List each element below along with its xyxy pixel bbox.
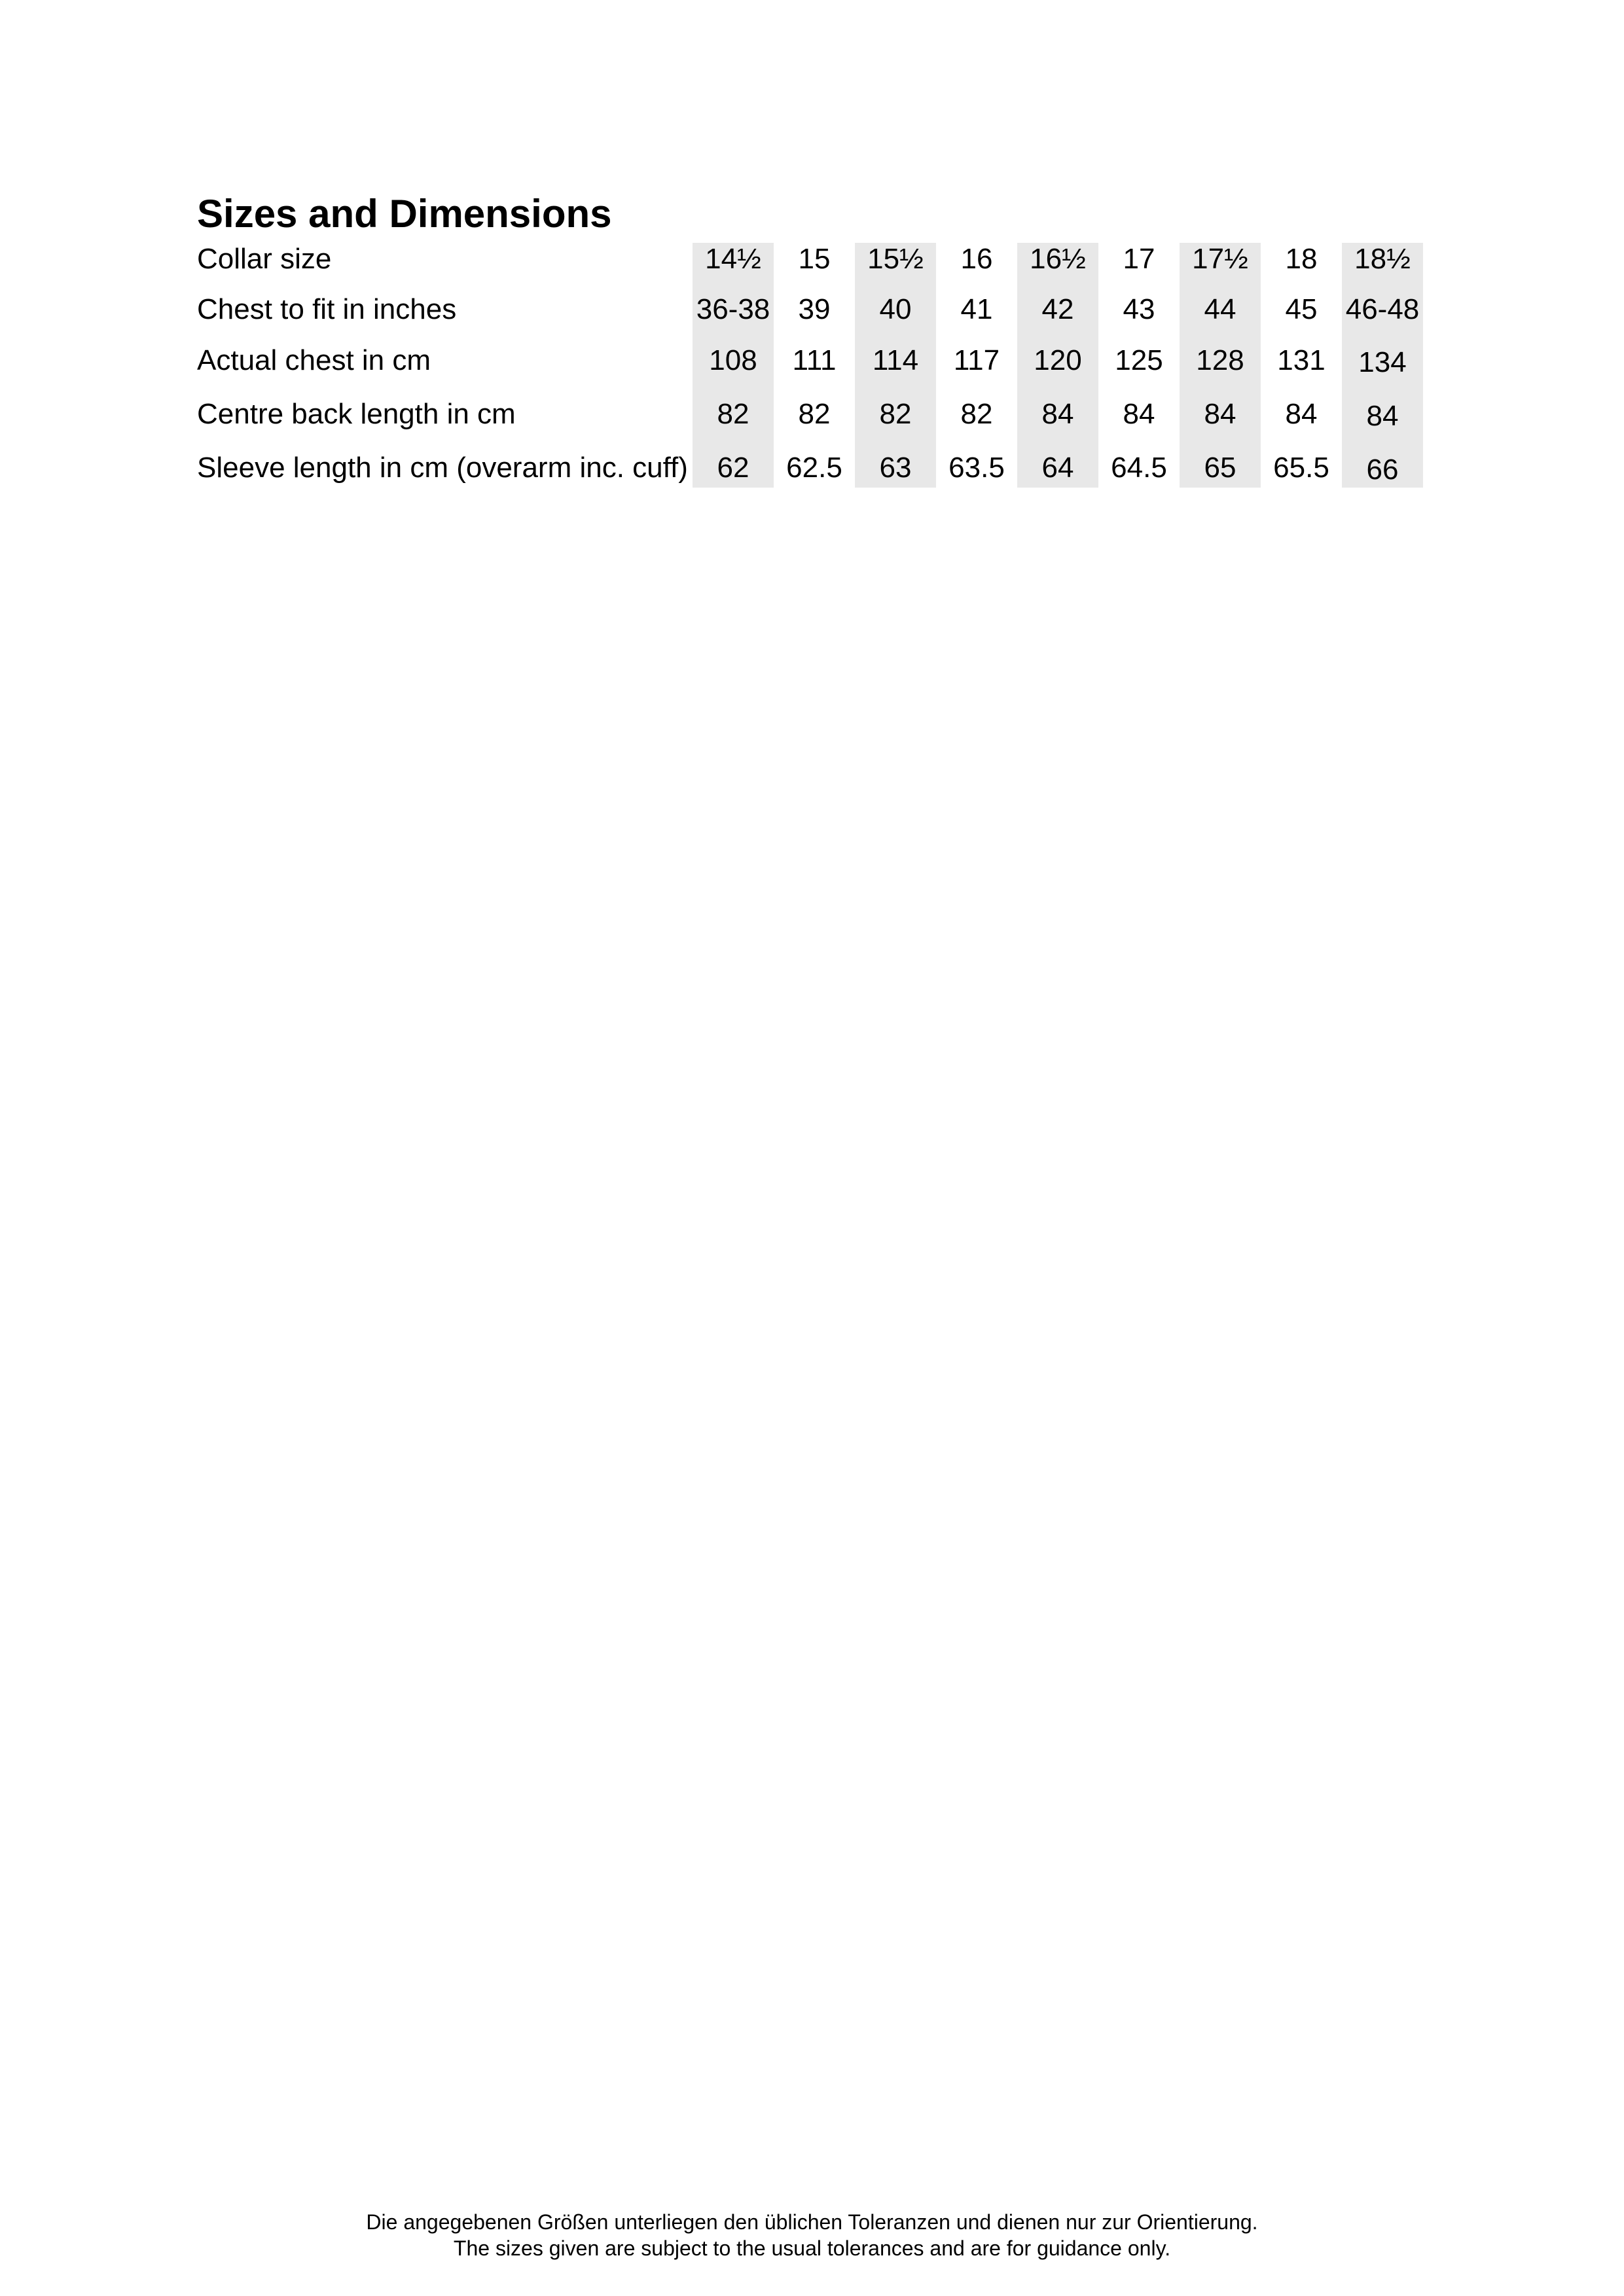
table-cell: 43 — [1123, 293, 1155, 325]
table-cell: 41 — [960, 293, 993, 325]
table-cell: 117 — [953, 344, 1000, 376]
table-cell: 84 — [1041, 398, 1074, 430]
table-cell: 82 — [879, 398, 912, 430]
table-cell: 16 — [960, 243, 993, 275]
table-cell: 15 — [798, 243, 831, 275]
table-cell: 84 — [1366, 400, 1399, 432]
table-cell: 63.5 — [948, 452, 1005, 484]
table-cell: 39 — [798, 293, 831, 325]
table-cell: 17 — [1123, 243, 1155, 275]
table-cell: 82 — [960, 398, 993, 430]
table-cell: 18 — [1285, 243, 1318, 275]
table-cell: 111 — [792, 344, 837, 376]
table-cell: 14½ — [705, 243, 761, 275]
table-cell: 63 — [879, 452, 912, 484]
row-label-chest-to-fit: Chest to fit in inches — [197, 293, 457, 325]
page-title: Sizes and Dimensions — [197, 192, 612, 236]
row-label-sleeve-length: Sleeve length in cm (overarm inc. cuff) — [197, 452, 688, 484]
table-cell: 17½ — [1192, 243, 1248, 275]
table-cell: 125 — [1115, 344, 1163, 376]
table-cell: 15½ — [867, 243, 924, 275]
table-cell: 36-38 — [696, 293, 770, 325]
table-cell: 45 — [1285, 293, 1318, 325]
table-cell: 42 — [1041, 293, 1074, 325]
table-cell: 131 — [1277, 344, 1326, 376]
table-cell: 65 — [1204, 452, 1236, 484]
footer-note-german: Die angegebenen Größen unterliegen den üblichen Toleranzen und dienen nur zur Orientierung. — [366, 2210, 1258, 2234]
table-cell: 18½ — [1354, 243, 1411, 275]
table-cell: 120 — [1034, 344, 1082, 376]
table-cell: 16½ — [1030, 243, 1086, 275]
table-cell: 44 — [1204, 293, 1236, 325]
footer-note-english: The sizes given are subject to the usual tolerances and are for guidance only. — [453, 2236, 1171, 2260]
table-cell: 40 — [879, 293, 912, 325]
table-cell: 114 — [872, 344, 919, 376]
table-cell: 84 — [1285, 398, 1318, 430]
table-cell: 84 — [1123, 398, 1155, 430]
table-cell: 64.5 — [1111, 452, 1167, 484]
table-cell: 64 — [1041, 452, 1074, 484]
table-cell: 66 — [1366, 454, 1399, 486]
row-label-actual-chest: Actual chest in cm — [197, 344, 431, 376]
table-cell: 82 — [798, 398, 831, 430]
row-label-centre-back-length: Centre back length in cm — [197, 398, 516, 430]
table-cell: 84 — [1204, 398, 1236, 430]
table-cell: 62 — [717, 452, 749, 484]
table-cell: 62.5 — [786, 452, 842, 484]
table-cell: 65.5 — [1273, 452, 1329, 484]
row-label-collar-size: Collar size — [197, 243, 332, 275]
table-cell: 128 — [1196, 344, 1244, 376]
table-cell: 134 — [1358, 346, 1407, 378]
table-cell: 108 — [709, 344, 757, 376]
table-cell: 46-48 — [1345, 293, 1420, 325]
table-cell: 82 — [717, 398, 749, 430]
